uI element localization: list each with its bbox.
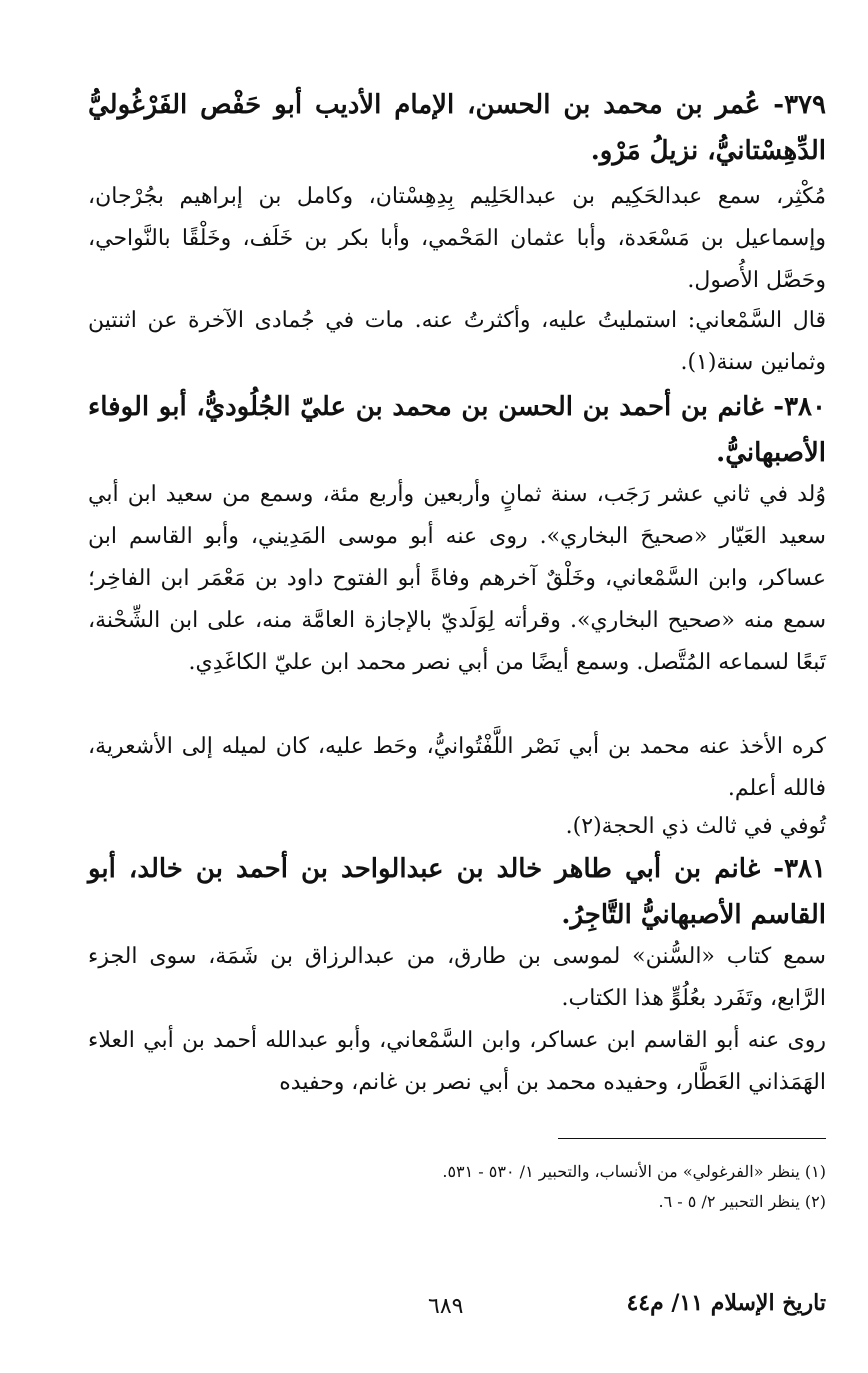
page-number: ٦٨٩: [428, 1294, 464, 1319]
book-reference: تاريخ الإسلام ١١/ م٤٤: [626, 1290, 826, 1316]
entry-heading-379: ٣٧٩- عُمر بن محمد بن الحسن، الإمام الأديب أبو حَفْص الفَرْغُوليُّ الدِّهِسْتانيُّ، نزيلُ مَرْو.: [88, 90, 826, 166]
entry-379-paragraph-1: مُكْثِر، سمع عبدالحَكِيم بن عبدالحَلِيم بِدِهِسْتان، وكامل بن إبراهيم بجُرْجان، وإسماعيل بن مَسْعَدة، وأبا عثمان المَحْمي، وأبا بكر بن خَلَف، وخَلْقًا بالنَّواحي، وحَصَّل الأُصول.: [88, 184, 826, 293]
footnote-1: (١) ينظر «الفرغولي» من الأنساب، والتحبير ١/ ٥٣٠ - ٥٣١.: [442, 1162, 826, 1181]
entry-380-paragraph-1: وُلد في ثاني عشر رَجَب، سنة ثمانٍ وأربعين وأربع مئة، وسمع من سعيد ابن أبي سعيد العَيّار «صحيحَ البخاري». روى عنه أبو موسى المَدِيني، وأبو القاسم ابن عساكر، وابن السَّمْعاني، وخَلْقٌ آخرهم وفاةً أبو الفتوح داود بن مَعْمَر ابن الفاخِر؛ سمع منه «صحيح البخاري». وقرأته لِوَلَديّ بالإجازة العامَّة منه، على ابن الشِّحْنة، تَبعًا لسماعه المُتَّصل. وسمع أيضًا من أبي نصر محمد ابن عليّ الكاغَدِي.: [88, 482, 826, 675]
entry-381-paragraph-2: روى عنه أبو القاسم ابن عساكر، وابن السَّمْعاني، وأبو عبدالله أحمد بن أبي العلاء الهَمَذاني العَطَّار، وحفيده محمد بن أبي نصر بن غانم، وحفيده: [88, 1028, 826, 1095]
entry-380-paragraph-2: كره الأخذ عنه محمد بن أبي نَصْر اللَّفْتُوانيُّ، وحَط عليه، كان لميله إلى الأشعرية، فالله أعلم.: [88, 734, 826, 801]
footnote-divider: [558, 1138, 826, 1139]
entry-380-paragraph-3: تُوفي في ثالث ذي الحجة(٢).: [565, 814, 826, 839]
entry-379-paragraph-2: قال السَّمْعاني: استمليتُ عليه، وأكثرتُ عنه. مات في جُمادى الآخرة عن اثنتين وثمانين سنة(١).: [88, 308, 826, 375]
entry-heading-380: ٣٨٠- غانم بن أحمد بن الحسن بن محمد بن عليّ الجُلُوديُّ، أبو الوفاء الأصبهانيُّ.: [88, 392, 826, 468]
entry-heading-381: ٣٨١- غانم بن أبي طاهر خالد بن عبدالواحد بن أحمد بن خالد، أبو القاسم الأصبهانيُّ التَّاجِرُ.: [88, 854, 826, 930]
footnote-2: (٢) ينظر التحبير ٢/ ٥ - ٦.: [658, 1192, 826, 1211]
entry-381-paragraph-1: سمع كتاب «السُّنن» لموسى بن طارق، من عبدالرزاق بن شَمَة، سوى الجزء الرَّابع، وتَفَرد بعُلُوٍّ هذا الكتاب.: [88, 944, 826, 1011]
